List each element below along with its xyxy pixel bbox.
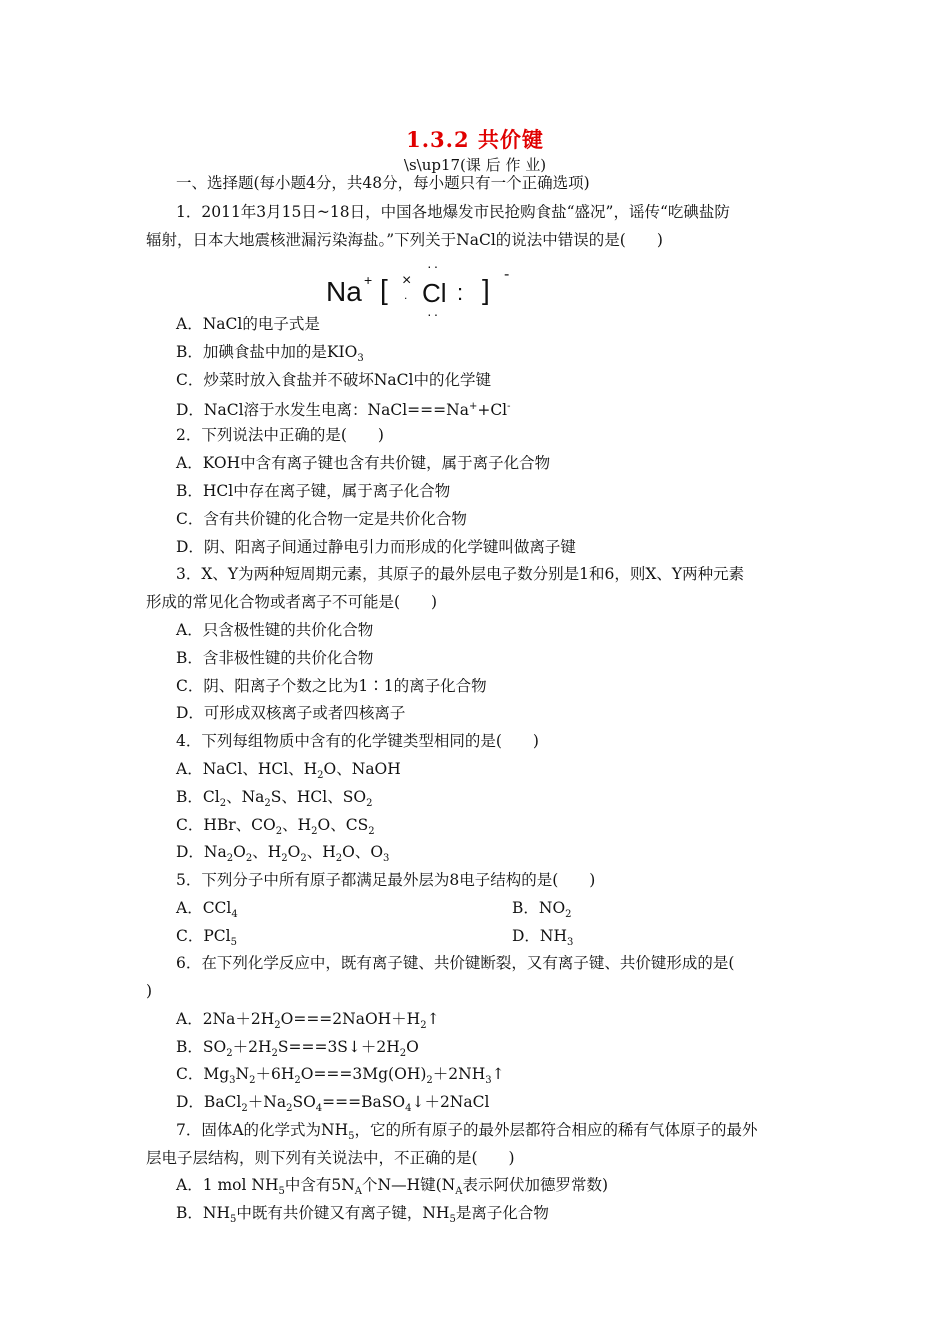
q4-option-c: C．HBr、$CO_2$、$H_2O$、$CS_2$: [176, 816, 375, 838]
q6-option-b: B．$SO_2+2H_2S===3S↓+2H_2O$: [176, 1038, 419, 1060]
q4-stem: 4．下列每组物质中含有的化学键类型相同的是( ): [176, 732, 539, 750]
q6-option-a: A．$2Na+2H_2O===2NaOH+H_2↑$: [176, 1010, 440, 1032]
q3-stem-line1: 3．X、Y为两种短周期元素，其原子的最外层电子数分别是1和6，则X、Y两种元素: [176, 565, 745, 583]
q2-option-d: D．阴、阳离子间通过静电引力而形成的化学键叫做离子键: [176, 538, 576, 556]
q1-option-c: C．炒菜时放入食盐并不破坏NaCl中的化学键: [176, 371, 491, 389]
q3-option-c: C．阴、阳离子个数之比为1∶1的离子化合物: [176, 677, 487, 695]
q3-option-b: B．含非极性键的共价化合物: [176, 649, 374, 667]
nacl-electron-formula: [326, 256, 526, 322]
q2-option-c: C．含有共价键的化合物一定是共价化合物: [176, 510, 467, 528]
q1-option-a: A．NaCl的电子式是: [176, 315, 320, 333]
q7-stem-line1: 7．固体A的化学式为$NH_5$，它的所有原子的最外层都符合相应的稀有气体原子的最外: [176, 1121, 758, 1143]
q5-stem: 5．下列分子中所有原子都满足最外层为8电子结构的是( ): [176, 871, 596, 889]
q3-stem-line2: 形成的常见化合物或者离子不可能是( ): [146, 593, 438, 611]
q6-option-c: C．$Mg_3N_2+6H_2O===3Mg(OH)_2+2NH_3↑$: [176, 1065, 505, 1087]
q7-option-b: B．$NH_5$中既有共价键又有离子键，$NH_5$是离子化合物: [176, 1204, 549, 1226]
formula-na: Na: [326, 276, 362, 307]
q4-option-a: A．NaCl、HCl、$H_2O$、NaOH: [176, 760, 401, 782]
q6-stem-line2: ): [146, 982, 153, 1000]
formula-cross: ×: [402, 272, 412, 289]
formula-cl: Cl: [422, 278, 447, 308]
formula-dot: .: [404, 288, 408, 302]
q4-option-d: D．$Na_2O_2$、$H_2O_2$、$H_2O$、$O_3$: [176, 843, 390, 865]
q7-option-a: A．1 mol $NH_5$中含有$5N_A$个N—H键($N_A$表示阿伏加德罗常数): [176, 1176, 609, 1198]
q7-stem-line2: 层电子层结构，则下列有关说法中，不正确的是( ): [146, 1149, 515, 1167]
formula-plus: +: [364, 272, 373, 288]
q6-stem-line1: 6．在下列化学反应中，既有离子键、共价键断裂，又有离子键、共价键形成的是(: [176, 954, 735, 972]
q6-option-d: D．$BaCl_2+Na_2SO_4===BaSO_4↓+2NaCl$: [176, 1093, 490, 1115]
q2-option-b: B．HCl中存在离子键，属于离子化合物: [176, 482, 451, 500]
q4-option-b: B．$Cl_2$、$Na_2S$、HCl、$SO_2$: [176, 788, 373, 810]
q1-option-d: D．NaCl溶于水发生电离：NaCl===Na++Cl-: [176, 401, 511, 420]
formula-left-bracket: [: [380, 274, 388, 305]
q3-option-a: A．只含极性键的共价化合物: [176, 621, 374, 639]
q5-option-d: D．$NH_3$: [512, 927, 574, 949]
q1-option-b: B．加碘食盐中加的是$KIO_3$: [176, 343, 364, 365]
q1-stem-line1: 1．2011年3月15日~18日，中国各地爆发市民抢购食盐“盛况”，谣传“吃碘盐防: [176, 203, 730, 221]
page-subtitle: \s\up17(课 后 作 业): [403, 156, 547, 174]
q1-stem-line2: 辐射，日本大地震核泄漏污染海盐。”下列关于NaCl的说法中错误的是( ): [146, 231, 663, 249]
formula-colon: :: [457, 280, 464, 305]
formula-dots-top: ··: [427, 258, 441, 274]
page-title: 1.3.2 共价键: [406, 127, 544, 152]
q5-option-c: C．PCl$_5$: [176, 927, 237, 949]
q2-stem: 2．下列说法中正确的是( ): [176, 426, 384, 444]
formula-dots-bottom: ··: [427, 306, 441, 322]
formula-right-bracket: ]: [482, 274, 490, 305]
q5-option-b: B．$NO_2$: [512, 899, 572, 921]
section-heading: 一、选择题(每小题4分，共48分，每小题只有一个正确选项): [176, 174, 590, 192]
q2-option-a: A．KOH中含有离子键也含有共价键，属于离子化合物: [176, 454, 551, 472]
q3-option-d: D．可形成双核离子或者四核离子: [176, 704, 406, 722]
q5-option-a: A．CCl$_4$: [176, 899, 238, 921]
formula-minus: -: [504, 266, 510, 283]
